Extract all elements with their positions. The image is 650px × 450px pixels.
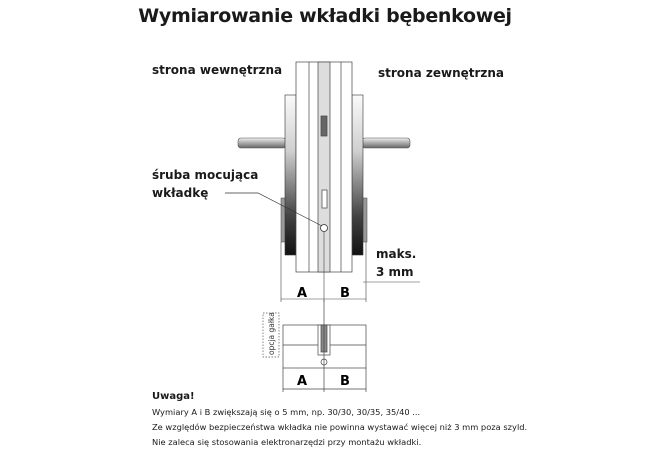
knob-option-label: opcja gałka (267, 312, 276, 355)
note-line: Nie zaleca się stosowania elektronarzędzi przy montażu wkładki. (152, 437, 422, 447)
outer-side-label: strona zewnętrzna (378, 66, 505, 80)
cylinder-side-view (283, 300, 366, 392)
rosette-left (285, 95, 296, 255)
dim-a-bottom: A (296, 374, 308, 389)
max-label-line1: maks. (376, 247, 417, 261)
notes-heading: Uwaga! (152, 391, 195, 402)
dim-b-bottom: B (340, 374, 350, 389)
handle-left (238, 138, 286, 148)
note-line: Ze względów bezpieczeństwa wkładka nie powinna wystawać więcej niż 3 mm poza szyld. (152, 422, 528, 432)
screw-label-line2: wkładkę (152, 186, 209, 200)
inner-side-label: strona wewnętrzna (152, 63, 283, 77)
dim-b-top: B (340, 286, 350, 301)
handle-right (362, 138, 410, 148)
max-label-line2: 3 mm (376, 265, 414, 279)
note-line: Wymiary A i B zwiększają się o 5 mm, np. 30/30, 30/35, 35/40 ... (152, 407, 421, 417)
page-title: Wymiarowanie wkładki bębenkowej (138, 5, 512, 27)
dim-a-top: A (296, 286, 308, 301)
rosette-right (352, 95, 363, 255)
screw-label-line1: śruba mocująca (152, 168, 259, 182)
